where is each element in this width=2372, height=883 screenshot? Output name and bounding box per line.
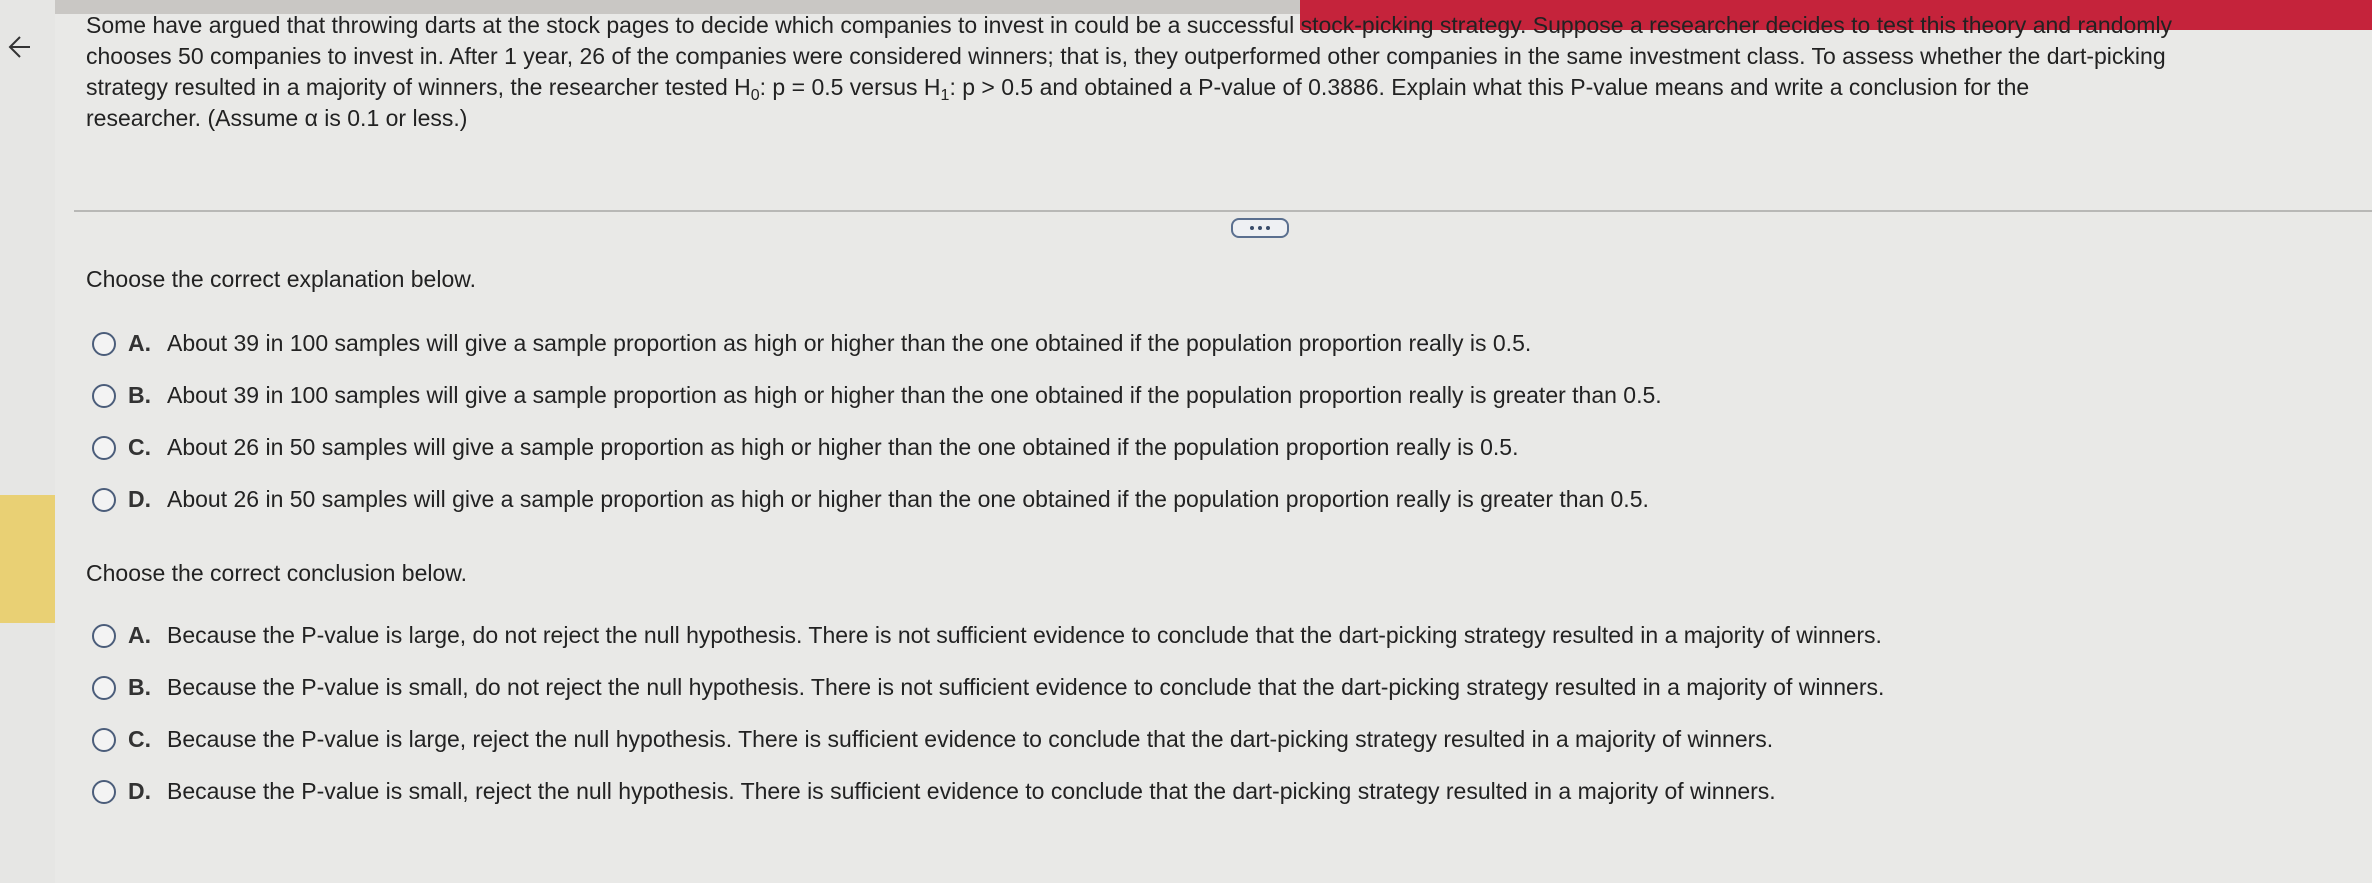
radio-button[interactable] xyxy=(92,728,116,752)
radio-button[interactable] xyxy=(92,436,116,460)
option-text: Because the P-value is large, do not reject the null hypothesis. There is not sufficient evidence to conclude that the dart-picking strategy resulted in a majority of winners. xyxy=(167,622,1882,648)
radio-button[interactable] xyxy=(92,676,116,700)
explanation-option-d[interactable]: D. About 26 in 50 samples will give a sample proportion as high or higher than the one obtained if the population proportion really is greater than 0.5. xyxy=(92,486,1649,513)
question-line-3: strategy resulted in a majority of winners, the researcher tested $H_0$: p = 0.5 versus $H_1$: p > 0.5 and obtained a P-value of 0.3886. Explain what this P-value means and write a conclusion for the xyxy=(86,74,2030,104)
explanation-option-b[interactable]: B. About 39 in 100 samples will give a sample proportion as high or higher than the one obtained if the population proportion really is greater than 0.5. xyxy=(92,382,1662,409)
explanation-option-a[interactable]: A. About 39 in 100 samples will give a sample proportion as high or higher than the one obtained if the population proportion really is 0.5. xyxy=(92,330,1531,357)
left-panel xyxy=(0,0,55,883)
radio-button[interactable] xyxy=(92,780,116,804)
radio-button[interactable] xyxy=(92,332,116,356)
option-text: Because the P-value is large, reject the null hypothesis. There is sufficient evidence to conclude that the dart-picking strategy resulted in a majority of winners. xyxy=(167,726,1774,752)
section-divider xyxy=(74,210,2372,212)
question-line-1: Some have argued that throwing darts at the stock pages to decide which companies to invest in could be a successful stock-picking strategy. Suppose a researcher decides to test this theory and randomly xyxy=(86,12,2173,38)
arrow-left-icon[interactable] xyxy=(6,30,36,64)
option-text: Because the P-value is small, reject the null hypothesis. There is sufficient evidence to conclude that the dart-picking strategy resulted in a majority of winners. xyxy=(167,778,1776,804)
option-text: Because the P-value is small, do not reject the null hypothesis. There is not sufficient evidence to conclude that the dart-picking strategy resulted in a majority of winners. xyxy=(167,674,1885,700)
option-text: About 26 in 50 samples will give a sample proportion as high or higher than the one obtained if the population proportion really is greater than 0.5. xyxy=(167,486,1649,512)
option-text: About 26 in 50 samples will give a sample proportion as high or higher than the one obtained if the population proportion really is 0.5. xyxy=(167,434,1519,460)
question-text xyxy=(86,10,2326,134)
conclusion-option-a[interactable]: A. Because the P-value is large, do not reject the null hypothesis. There is not sufficient evidence to conclude that the dart-picking strategy resulted in a majority of winners. xyxy=(92,622,1882,649)
conclusion-option-b[interactable]: B. Because the P-value is small, do not reject the null hypothesis. There is not sufficient evidence to conclude that the dart-picking strategy resulted in a majority of winners. xyxy=(92,674,1884,701)
ellipsis-icon[interactable] xyxy=(1231,218,1289,238)
conclusion-option-d[interactable]: D. Because the P-value is small, reject the null hypothesis. There is sufficient evidence to conclude that the dart-picking strategy resulted in a majority of winners. xyxy=(92,778,1776,805)
explanation-option-c[interactable]: C. About 26 in 50 samples will give a sample proportion as high or higher than the one obtained if the population proportion really is 0.5. xyxy=(92,434,1518,461)
question-line-4: researcher. (Assume α is 0.1 or less.) xyxy=(86,105,468,131)
conclusion-prompt: Choose the correct conclusion below. xyxy=(86,560,467,586)
option-text: About 39 in 100 samples will give a sample proportion as high or higher than the one obtained if the population proportion really is greater than 0.5. xyxy=(167,382,1662,408)
radio-button[interactable] xyxy=(92,624,116,648)
side-tab[interactable] xyxy=(0,495,55,623)
option-text: About 39 in 100 samples will give a sample proportion as high or higher than the one obtained if the population proportion really is 0.5. xyxy=(167,330,1532,356)
radio-button[interactable] xyxy=(92,488,116,512)
question-line-2: chooses 50 companies to invest in. After 1 year, 26 of the companies were considered winners; that is, they outperformed other companies in the same investment class. To assess whether the dart-picking xyxy=(86,43,2166,69)
explanation-prompt: Choose the correct explanation below. xyxy=(86,266,476,292)
radio-button[interactable] xyxy=(92,384,116,408)
conclusion-option-c[interactable]: C. Because the P-value is large, reject the null hypothesis. There is sufficient evidence to conclude that the dart-picking strategy resulted in a majority of winners. xyxy=(92,726,1773,753)
